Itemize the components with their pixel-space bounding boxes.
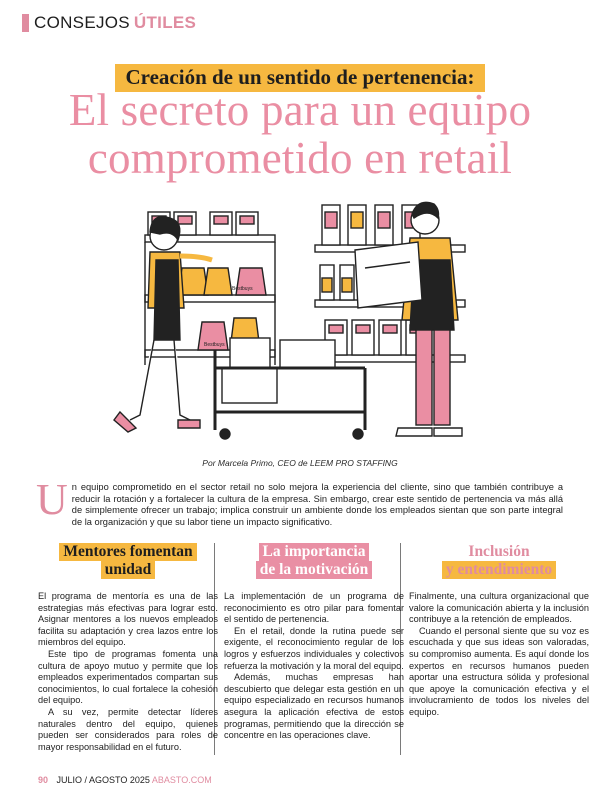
intro-paragraph	[36, 475, 563, 528]
paragraph: La implementación de un programa de reconocimiento es otro pilar para fomentar el sentido de pertenencia.	[224, 591, 404, 625]
paragraph: Además, muchas empresas han descubierto que delegar esta gestión en un equipo especializado en recursos humanos asegura la aplicación efectiva de estos programas, permitiendo que la dirección se concentre en las operaciones clave.	[224, 672, 404, 741]
column-heading-line: unidad	[101, 561, 156, 579]
section-header	[22, 12, 196, 34]
column-heading	[409, 543, 589, 579]
paragraph: Cuando el personal siente que su voz es escuchada y que sus ideas son valoradas, su compromiso aumenta. Es aquí donde los expertos en recursos humanos pueden aportar una estructura sólida y profesional que apoye la comunicación efectiva y el involucramiento de todos los niveles del equipo.	[409, 625, 589, 717]
page-footer	[38, 775, 212, 785]
page-number: 90	[38, 775, 49, 785]
section-label-accent: ÚTILES	[133, 13, 197, 32]
intro-text: n equipo comprometido en el sector retail no solo mejora la experiencia del cliente, sino que también contribuye a reducir la rotación y a fortalecer la cultura de la empresa. Sin embargo, crear este sentido de pertenencia va más allá de simplemente ofrecer un trabajo; implica construir un ambiente donde los empleados sientan que son parte integral de la organización y que su labor tiene un impacto significativo.	[71, 482, 563, 527]
column-heading	[38, 543, 218, 579]
byline: Por Marcela Primo, CEO de LEEM PRO STAFFING	[202, 458, 398, 468]
box-label: Bestbuys	[204, 342, 225, 348]
dropcap: U	[36, 475, 68, 524]
retail-illustration	[100, 190, 500, 445]
site-link[interactable]: ABASTO.COM	[151, 775, 212, 785]
kicker: Creación de un sentido de pertenencia:	[115, 64, 484, 92]
column-heading-line: y entendimiento	[442, 561, 556, 579]
box-label: Bestbuys	[232, 286, 253, 292]
column-motivacion	[224, 543, 404, 742]
column-heading-line: Inclusión	[468, 543, 530, 560]
paragraph: En el retail, donde la rutina puede ser exigente, el reconocimiento regular de los logros y esfuerzos individuales y colectivos refuerza la motivación y la moral del equipo.	[224, 625, 404, 671]
column-heading-line: La importancia	[259, 543, 370, 561]
issue-date: JULIO / AGOSTO 2025	[56, 775, 150, 785]
paragraph: Finalmente, una cultura organizacional que valore la comunicación abierta y la inclusión contribuye a la retención de empleados.	[409, 591, 589, 625]
column-heading-line: Mentores fomentan	[59, 543, 196, 561]
paragraph: El programa de mentoría es una de las estrategias más efectivas para lograr esto. Asignar mentores a los nuevos empleados facilita su adaptación y crea lazos entre los miembros del equipo.	[38, 591, 218, 648]
column-heading-line: de la motivación	[256, 561, 373, 579]
column-inclusion	[409, 543, 589, 719]
column-mentores	[38, 543, 218, 753]
section-label: CONSEJOS	[34, 13, 130, 32]
column-heading	[224, 543, 404, 579]
paragraph: Este tipo de programas fomenta una cultura de apoyo mutuo y permite que los empleados experimentados compartan sus conocimientos, lo cual fortalece la cohesión del equipo.	[38, 648, 218, 706]
paragraph: A su vez, permite detectar líderes naturales dentro del equipo, quienes pueden ser considerados para roles de mayor responsabilidad en el futuro.	[38, 706, 218, 752]
headline	[20, 86, 580, 182]
headline-line-1: El secreto para un equipo	[68, 85, 532, 135]
section-marker	[22, 14, 29, 32]
headline-line-2: comprometido en retail	[87, 133, 513, 183]
